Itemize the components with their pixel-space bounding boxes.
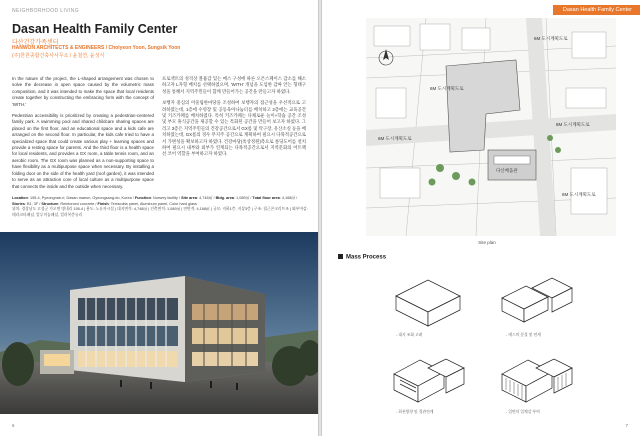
- mass-diagram-2: [496, 266, 576, 334]
- body-english: [12, 76, 154, 195]
- road-label: 6M 도시계획도로: [562, 192, 596, 197]
- road-label: 8M 도시계획도로: [556, 122, 590, 127]
- architects-korean: (주)한원종합건축사사무소 / 윤철연, 윤성식: [12, 53, 105, 59]
- page-title-korean: 다산건강가족센터: [12, 40, 59, 46]
- building-label: 다산배움관: [496, 168, 518, 173]
- mass-process-heading: Mass Process: [338, 254, 386, 261]
- road-label: 6M 도시계획도로: [430, 86, 464, 91]
- section-tag: NEIGHBORHOOD LIVING: [12, 8, 80, 14]
- left-page: [0, 0, 318, 436]
- mass-diagram-3: [388, 344, 468, 412]
- running-header: Dasan Health Family Center: [553, 5, 640, 15]
- page-number: 6: [12, 423, 15, 428]
- mass-caption: - 하천방향 및 경관연계: [396, 410, 434, 414]
- mass-diagram-1: [388, 266, 468, 334]
- mass-caption: - 대지 조화 고려: [396, 333, 423, 337]
- mass-diagram-4: [496, 344, 576, 412]
- page-number: 7: [625, 423, 628, 428]
- paragraph: In the nature of the project, the L-shaped arrangement was chosen to solve the decrease in open space caused by the volumetric mass composition, and it was intended to make the space that local residents create together by constructing the embracing form with the concept of 'WITH.': [12, 76, 154, 107]
- right-page: [322, 0, 640, 436]
- site-plan-caption: Site plan: [478, 240, 496, 245]
- building-mass: [40, 276, 265, 382]
- mass-caption: - 매스의 분절 및 연계: [506, 333, 541, 337]
- site-plan: [366, 18, 616, 236]
- project-info: Location: 195-4, Pyeongnae-ri, Dasan-maeun, Gyeongsang-do, Korea / Function: Nursery facility / Site area: 4,748㎡ / Bldg. area: 1,089㎡ / Total floor area: 4,168㎡ / Stories: B1, 3F / Structure: Reinforced concrete / Finish: Terracotta panel, Aluminum panel, Color hard glass 위치: 경상남도 고성군 가오면 명내리 195-4 | 용도: 노유자시설 | 대지면적: 4,748㎡ | 건축면적: 1,089㎡ | 연면적: 4,168㎡ | 규모: 지하1층, 지상3층 | 구조: 철근콘크리트조 | 외부마감: 테라코타패널, 알루미늄패널, 컬러복층유리: [12, 196, 308, 217]
- paragraph: 프로젝트의 성격상 볼륨감 있는 매스 구성에 따른 오픈스페이스 감소를 해소하고자 L자형 배치를 선택하였으며, 'WITH' 개념을 도입한 감싸 안는 형태구성을 통해서 지역주민들이 함께 만들어가는 공간을 만들고자 하였다.: [162, 76, 306, 94]
- road-label: 6M 도시계획도로: [534, 36, 568, 41]
- project-info-korean: 위치: 경상남도 고성군 가오면 명내리 195-4 | 용도: 노유자시설 | 대지면적: 4,748㎡ | 건축면적: 1,089㎡ | 연면적: 4,168㎡ | 규모: 지하1층, 지상3층 | 구조: 철근콘크리트조 | 외부마감: 테라코타패널, 알루미늄패널, 컬러복층유리: [12, 207, 308, 217]
- body-korean: [162, 76, 306, 163]
- paragraph: 보행자 중심의 어울림한마당을 조성하여 보행자의 접근성을 우선적으로 고려하였는데, 1층에 수영장 및 공동육아나눔터를 배치하고 2층에는 교육공간 및 키즈카페를 배치하였다. 특히 키즈카페는 다채로운 놀이+학습 공간 조성 및 부모 휴식공간을 제공할 수 있는 특화된 공간을 만들어 보고자 하였다. 그리고 3층은 지역주민들의 건강공간으로서 GX룸 및 탁구장, 유산소실 등을 배치하였는데, GX룸의 경우 무지주 공간으로 계획하여 필요시 다목적공간으로서 가변성을 확보하고자 하였다. 건강마당(옥상정원)측으로 폴딩도어를 설치하여 필요시 내부와 외부가 연계되는 다목적공간으로서 지역문화의 어트랙션 코어 역할을 부여하고자 하였다.: [162, 100, 306, 157]
- mass-caption: - 입면의 입체감 부여: [506, 410, 540, 414]
- page-title: Dasan Health Family Center: [12, 22, 178, 36]
- paragraph: Pedestrian accessibility is prioritized by creating a pedestrian-centered family park. A swimming pool and shared childcare sharing spaces are placed on the first floor, and an educational space and a kids cafe are arranged on the second floor. In particular, the kids cafe tried to have a specialized space that could create various play + learning spaces and provide a resting space for parents. And the third floor is a health space for local residents, and provides a GX room, a table tennis room, and an aerobic room. The GX room was planned as a non-supporting space to have flexibility as a multipurpose space when necessary. By installing a folding door on the side of the health yard (roof garden), it was intended to serve as an attraction core of local culture as a multipurpose space that connects the inside and the outside when necessary.: [12, 113, 154, 189]
- building-photo: [0, 232, 318, 414]
- architects-english: HANWON ARCHITECTS & ENGINEERS / Choiyeon Yoon, Sungsik Yoon: [12, 45, 181, 51]
- road-label: 6M 도시계획도로: [378, 136, 412, 141]
